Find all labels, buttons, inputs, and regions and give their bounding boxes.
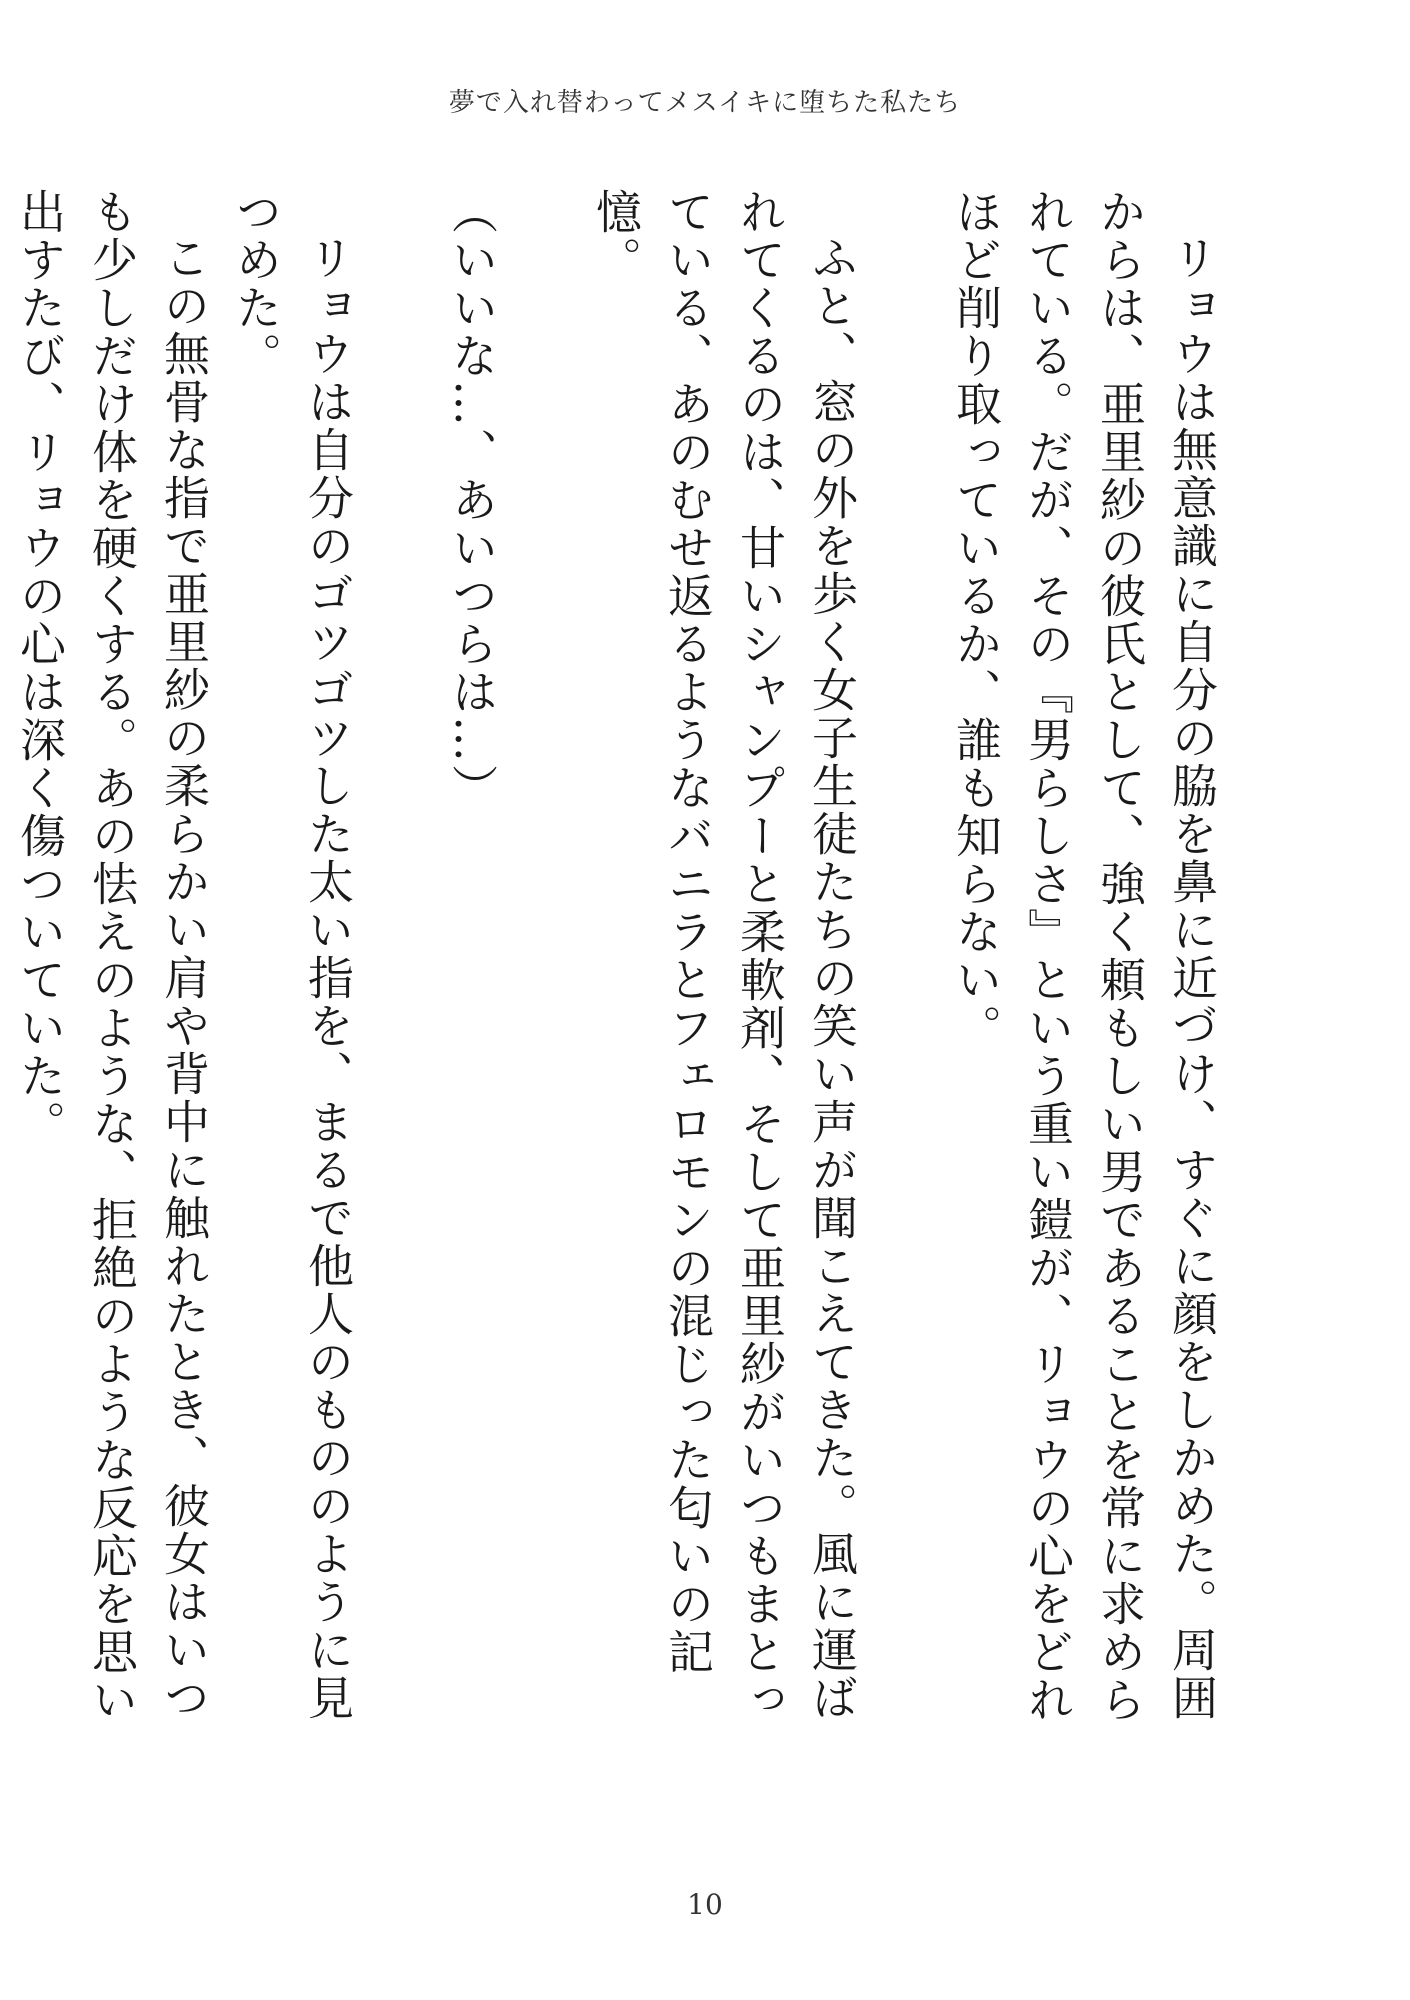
- paragraph-1: リョウは無意識に自分の脇を鼻に近づけ、すぐに顔をしかめた。周囲からは、亜里紗の彼氏として、強く頼もしい男であることを常に求められている。だが、その『男らしさ』という重い鎧が、リョウの心をどれほど削り取っているか、誰も知らない。: [949, 188, 1219, 1724]
- paragraph-2: ふと、窓の外を歩く女子生徒たちの笑い声が聞こえてきた。風に運ばれてくるのは、甘いシャンプーと柔軟剤、そして亜里紗がいつもまとっている、あのむせ返るようなバニラとフェロモンの混じった匂いの記憶。: [589, 188, 859, 1724]
- paragraph-5: この無骨な指で亜里紗の柔らかい肩や背中に触れたとき、彼女はいつも少しだけ体を硬くする。あの怯えのような、拒絶のような反応を思い出すたび、リョウの心は深く傷ついていた。: [13, 188, 211, 1724]
- paragraph-4: リョウは自分のゴツゴツした太い指を、まるで他人のもののように見つめた。: [229, 188, 355, 1722]
- blank-line: [364, 188, 436, 1768]
- blank-line: [508, 188, 580, 1768]
- vertical-body-text: [4, 188, 1228, 1768]
- blank-line: [868, 188, 940, 1768]
- running-header: 夢で入れ替わってメスイキに堕ちた私たち: [448, 88, 962, 118]
- page-number: 10: [687, 1888, 723, 1921]
- paragraph-3-inner-monologue: （いいな…、あいつらは…）: [445, 188, 499, 812]
